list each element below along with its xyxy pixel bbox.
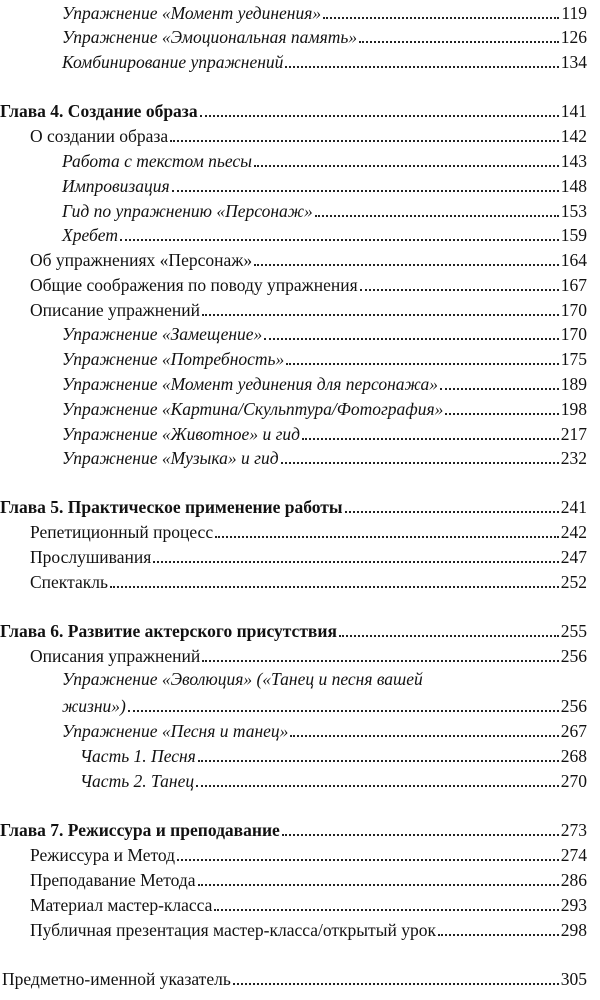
toc-entry-page: 189 bbox=[560, 374, 587, 394]
toc-entry-label: Упражнение «Потребность» bbox=[62, 349, 285, 369]
dot-leader bbox=[196, 785, 559, 787]
dot-leader bbox=[198, 760, 559, 762]
toc-entry-label: Комбинирование упражнений bbox=[62, 52, 284, 72]
toc-entry[interactable] bbox=[0, 768, 587, 792]
toc-entry[interactable] bbox=[0, 123, 587, 147]
toc-entry-page: 217 bbox=[560, 424, 587, 444]
toc-entry-label: Прослушивания bbox=[30, 547, 152, 567]
dot-leader bbox=[360, 289, 559, 291]
chapter-page: 255 bbox=[560, 621, 587, 641]
toc-entry-label: Об упражнениях «Персонаж» bbox=[30, 250, 253, 270]
toc-entry-label: Общие соображения по поводу упражнения bbox=[30, 275, 358, 295]
toc-entry-page: 247 bbox=[560, 547, 587, 567]
dot-leader bbox=[339, 635, 559, 637]
toc-entry[interactable] bbox=[0, 867, 587, 891]
dot-leader bbox=[120, 239, 559, 241]
dot-leader bbox=[233, 983, 559, 985]
toc-entry-label: Спектакль bbox=[30, 572, 108, 592]
dot-leader bbox=[315, 215, 559, 217]
dot-leader bbox=[198, 884, 559, 886]
toc-entry[interactable] bbox=[0, 247, 587, 271]
toc-entry[interactable] bbox=[0, 173, 587, 197]
toc-entry[interactable] bbox=[0, 892, 587, 916]
toc-entry-label: Упражнение «Момент уединения» bbox=[62, 3, 322, 23]
dot-leader bbox=[323, 17, 559, 19]
toc-entry-label: Репетиционный процесс bbox=[30, 522, 214, 542]
toc-entry[interactable] bbox=[0, 0, 587, 24]
dot-leader bbox=[281, 462, 559, 464]
dot-leader bbox=[359, 41, 559, 43]
toc-entry-page: 167 bbox=[560, 275, 587, 295]
toc-entry-label: Упражнение «Эмоциональная память» bbox=[62, 27, 358, 47]
toc-entry[interactable] bbox=[0, 222, 587, 246]
toc-entry-page: 148 bbox=[560, 176, 587, 196]
dot-leader bbox=[286, 363, 558, 365]
toc-entry[interactable] bbox=[0, 519, 587, 543]
toc-entry[interactable] bbox=[0, 445, 587, 469]
toc-entry[interactable] bbox=[0, 569, 587, 593]
toc-entry[interactable] bbox=[0, 297, 587, 321]
toc-entry-page: 134 bbox=[560, 52, 587, 72]
dot-leader bbox=[215, 536, 559, 538]
toc-entry[interactable] bbox=[0, 371, 587, 395]
toc-entry-page: 274 bbox=[560, 845, 587, 865]
chapter-5-heading[interactable] bbox=[0, 494, 587, 518]
chapter-4-heading[interactable] bbox=[0, 98, 587, 122]
dot-leader bbox=[170, 140, 559, 142]
dot-leader bbox=[177, 859, 559, 861]
toc-entry-label: Хребет bbox=[62, 225, 118, 245]
toc-entry-page: 242 bbox=[560, 522, 587, 542]
toc-entry[interactable] bbox=[0, 743, 587, 767]
toc-entry-page: 252 bbox=[560, 572, 587, 592]
chapter-title: Глава 5. Практическое применение работы bbox=[0, 497, 343, 517]
toc-entry-page: 270 bbox=[560, 771, 587, 791]
toc-entry-label: Преподавание Метода bbox=[30, 870, 196, 890]
dot-leader bbox=[282, 834, 559, 836]
chapter-page: 141 bbox=[560, 101, 587, 121]
toc-entry-label: Работа с текстом пьесы bbox=[62, 151, 253, 171]
toc-entry-label: Упражнение «Животное» и гид bbox=[62, 424, 301, 444]
dot-leader bbox=[254, 264, 559, 266]
toc-entry-page: 119 bbox=[561, 3, 587, 23]
toc-entry[interactable] bbox=[0, 148, 587, 172]
toc-entry-label: Упражнение «Замещение» bbox=[62, 324, 263, 344]
toc-entry-page: 143 bbox=[560, 151, 587, 171]
toc-entry[interactable] bbox=[0, 198, 587, 222]
dot-leader bbox=[302, 438, 559, 440]
toc-entry-label: Публичная презентация мастер-класса/открытый урок bbox=[30, 920, 436, 940]
toc-entry-page: 293 bbox=[560, 895, 587, 915]
dot-leader bbox=[290, 735, 558, 737]
chapter-7-heading[interactable] bbox=[0, 817, 587, 841]
toc-entry-label: Часть 1. Песня bbox=[80, 746, 196, 766]
toc-entry[interactable] bbox=[0, 421, 587, 445]
toc-entry[interactable] bbox=[0, 842, 587, 866]
toc-entry-page: 170 bbox=[560, 324, 587, 344]
toc-entry-page: 286 bbox=[560, 870, 587, 890]
toc-entry-label: Режиссура и Метод bbox=[30, 845, 176, 865]
toc-entry-label: Часть 2. Танец bbox=[80, 771, 195, 791]
toc-entry[interactable] bbox=[0, 693, 587, 717]
dot-leader bbox=[200, 115, 559, 117]
toc-entry-label: Предметно-именной указатель bbox=[2, 969, 231, 989]
toc-entry-page: 153 bbox=[560, 201, 587, 221]
toc-entry-label: Упражнение «Картина/Скульптура/Фотография» bbox=[62, 399, 444, 419]
toc-entry[interactable] bbox=[0, 718, 587, 742]
toc-entry-label: О создании образа bbox=[30, 126, 169, 146]
toc-entry-label: Описание упражнений bbox=[30, 300, 200, 320]
toc-entry-page: 164 bbox=[560, 250, 587, 270]
toc-entry-label: Упражнение «Момент уединения для персонажа» bbox=[62, 374, 439, 394]
dot-leader bbox=[214, 909, 558, 911]
toc-entry-page: 298 bbox=[560, 920, 587, 940]
dot-leader bbox=[345, 511, 559, 513]
chapter-title: Глава 6. Развитие актерского присутствия bbox=[0, 621, 337, 641]
toc-entry-page: 142 bbox=[560, 126, 587, 146]
toc-entry-page: 232 bbox=[560, 448, 587, 468]
toc-entry-page: 305 bbox=[560, 969, 587, 989]
toc-entry[interactable] bbox=[0, 643, 587, 667]
dot-leader bbox=[285, 66, 558, 68]
toc-entry-page: 198 bbox=[560, 399, 587, 419]
dot-leader bbox=[202, 314, 559, 316]
chapter-title: Глава 7. Режиссура и преподавание bbox=[0, 820, 280, 840]
toc-entry-label: Материал мастер-класса bbox=[30, 895, 213, 915]
toc-entry-page: 126 bbox=[560, 27, 587, 47]
toc-entry-page: 267 bbox=[560, 721, 587, 741]
toc-entry[interactable] bbox=[0, 272, 587, 296]
toc-entry-page: 256 bbox=[560, 646, 587, 666]
toc-entry-label: Импровизация bbox=[62, 176, 170, 196]
toc-entry-label: Описания упражнений bbox=[30, 646, 201, 666]
index-entry[interactable] bbox=[0, 966, 587, 990]
toc-entry-label-line1[interactable]: Упражнение «Эволюция» («Танец и песня вашей bbox=[62, 669, 423, 689]
toc-entry[interactable] bbox=[0, 49, 587, 73]
dot-leader bbox=[202, 660, 559, 662]
toc-entry-page: 175 bbox=[560, 349, 587, 369]
dot-leader bbox=[264, 338, 558, 340]
toc-entry[interactable] bbox=[0, 346, 587, 370]
toc-entry-label: Упражнение «Песня и танец» bbox=[62, 721, 289, 741]
dot-leader bbox=[438, 934, 559, 936]
dot-leader bbox=[440, 388, 559, 390]
dot-leader bbox=[445, 413, 558, 415]
toc-entry[interactable] bbox=[0, 24, 587, 48]
dot-leader bbox=[254, 165, 559, 167]
dot-leader bbox=[153, 561, 559, 563]
toc-entry-page: 159 bbox=[560, 225, 587, 245]
chapter-6-heading[interactable] bbox=[0, 618, 587, 642]
toc-entry-label-line2: жизни») bbox=[62, 696, 126, 716]
chapter-page: 241 bbox=[560, 497, 587, 517]
dot-leader bbox=[128, 710, 559, 712]
toc-entry[interactable] bbox=[0, 544, 587, 568]
toc-entry[interactable] bbox=[0, 321, 587, 345]
toc-entry-label: Упражнение «Музыка» и гид bbox=[62, 448, 279, 468]
toc-entry[interactable] bbox=[0, 917, 587, 941]
toc-entry-page: 268 bbox=[560, 746, 587, 766]
dot-leader bbox=[172, 190, 559, 192]
chapter-title: Глава 4. Создание образа bbox=[0, 101, 198, 121]
toc-entry-page: 170 bbox=[560, 300, 587, 320]
toc-entry-page: 256 bbox=[560, 696, 587, 716]
dot-leader bbox=[110, 586, 559, 588]
chapter-page: 273 bbox=[560, 820, 587, 840]
toc-entry[interactable] bbox=[0, 396, 587, 420]
toc-entry-label: Гид по упражнению «Персонаж» bbox=[62, 201, 313, 221]
